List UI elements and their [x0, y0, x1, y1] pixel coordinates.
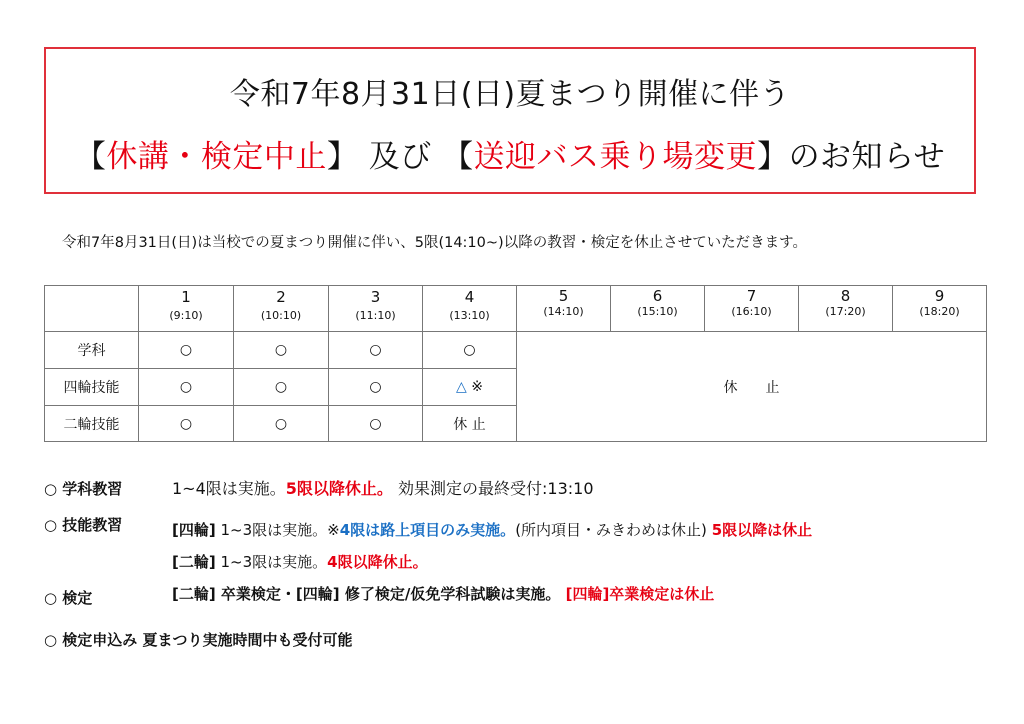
period-header: 5 (14:10) [517, 286, 611, 332]
notice-item-bus-change: 送迎バス乗り場変更 [473, 139, 758, 175]
note-ginou-yon-paren: (所内項目・みきわめは休止) [515, 521, 707, 539]
cell-available: ○ [423, 332, 517, 369]
notice-box [44, 47, 976, 194]
bracket-close: 】 [757, 139, 789, 175]
cell-available: ○ [139, 332, 234, 369]
note-kentei-text: [二輪] 卒業検定・[四輪] 修了検定/仮免学科試験は実施。 [172, 585, 561, 603]
note-moushikomi: ○ 検定申込み 夏まつり実施時間中も受付可能 [44, 631, 353, 649]
notice-suffix: のお知らせ [788, 139, 946, 175]
note-gakka-text: 1~4限は実施。 [172, 479, 286, 498]
bracket-close: 】 [326, 139, 359, 175]
row-label: 四輪技能 [45, 369, 139, 406]
triangle-mark: △ [456, 379, 467, 395]
cell-available: ○ [234, 369, 329, 406]
row-label: 学科 [45, 332, 139, 369]
notice-title-line2 [46, 131, 974, 176]
note-kentei-head: ○ 検定 [44, 589, 93, 607]
cell-suspended: 休 止 [423, 406, 517, 442]
cell-available: ○ [234, 332, 329, 369]
cell-available: ○ [139, 369, 234, 406]
period-header: 3 (11:10) [329, 286, 423, 332]
period-header: 4 (13:10) [423, 286, 517, 332]
cell-available: ○ [329, 406, 423, 442]
period-header: 7 (16:10) [705, 286, 799, 332]
table-corner-cell [45, 286, 139, 332]
label-nirin: [二輪] [172, 553, 216, 571]
note-ginou-head: ○ 技能教習 [44, 516, 123, 534]
table-header-row [45, 286, 987, 332]
bracket-open: 【 [74, 139, 107, 175]
cell-available: ○ [139, 406, 234, 442]
note-ginou-nirin [172, 551, 428, 572]
note-gakka-head: ○ 学科教習 [44, 480, 123, 498]
label-yonrin: [四輪] [172, 521, 216, 539]
note-ginou-ni-red: 4限以降休止。 [327, 553, 428, 571]
note-ginou-yonrin [172, 519, 812, 540]
intro-text: 令和7年8月31日(日)は当校での夏まつり開催に伴い、5限(14:10~)以降の教習・検定を休止させていただきます。 [62, 235, 808, 251]
note-gakka-tail: 効果測定の最終受付:13:10 [398, 479, 594, 498]
suspended-cell: 休 止 [517, 332, 987, 442]
row-label: 二輪技能 [45, 406, 139, 442]
notice-title-line1: 令和7年8月31日(日)夏まつり開催に伴う [229, 77, 791, 112]
table-row-gakka [45, 332, 987, 369]
note-gakka-body [172, 476, 594, 499]
note-ginou-yon-blue: 4限は路上項目のみ実施。 [339, 521, 516, 539]
cell-available: ○ [329, 369, 423, 406]
schedule-table [44, 285, 987, 442]
bracket-open: 【 [442, 139, 474, 175]
period-header: 8 (17:20) [799, 286, 893, 332]
note-ginou-yon-red: 5限以降は休止 [711, 521, 813, 539]
note-kentei-red: [四輪]卒業検定は休止 [565, 585, 715, 603]
period-header: 1 (9:10) [139, 286, 234, 332]
cell-partial [423, 369, 517, 406]
period-header: 9 (18:20) [893, 286, 987, 332]
period-header: 2 (10:10) [234, 286, 329, 332]
note-kentei-body [172, 583, 714, 604]
cell-available: ○ [329, 332, 423, 369]
notice-connector: 及び [358, 139, 443, 175]
cell-available: ○ [234, 406, 329, 442]
notice-item-cancellation: 休講・検定中止 [106, 139, 327, 175]
note-mark: ※ [471, 379, 483, 395]
note-ginou-ni-text: 1~3限は実施。 [220, 553, 328, 571]
note-ginou-yon-text: 1~3限は実施。※ [220, 521, 340, 539]
period-header: 6 (15:10) [611, 286, 705, 332]
note-gakka-red: 5限以降休止。 [285, 479, 393, 498]
